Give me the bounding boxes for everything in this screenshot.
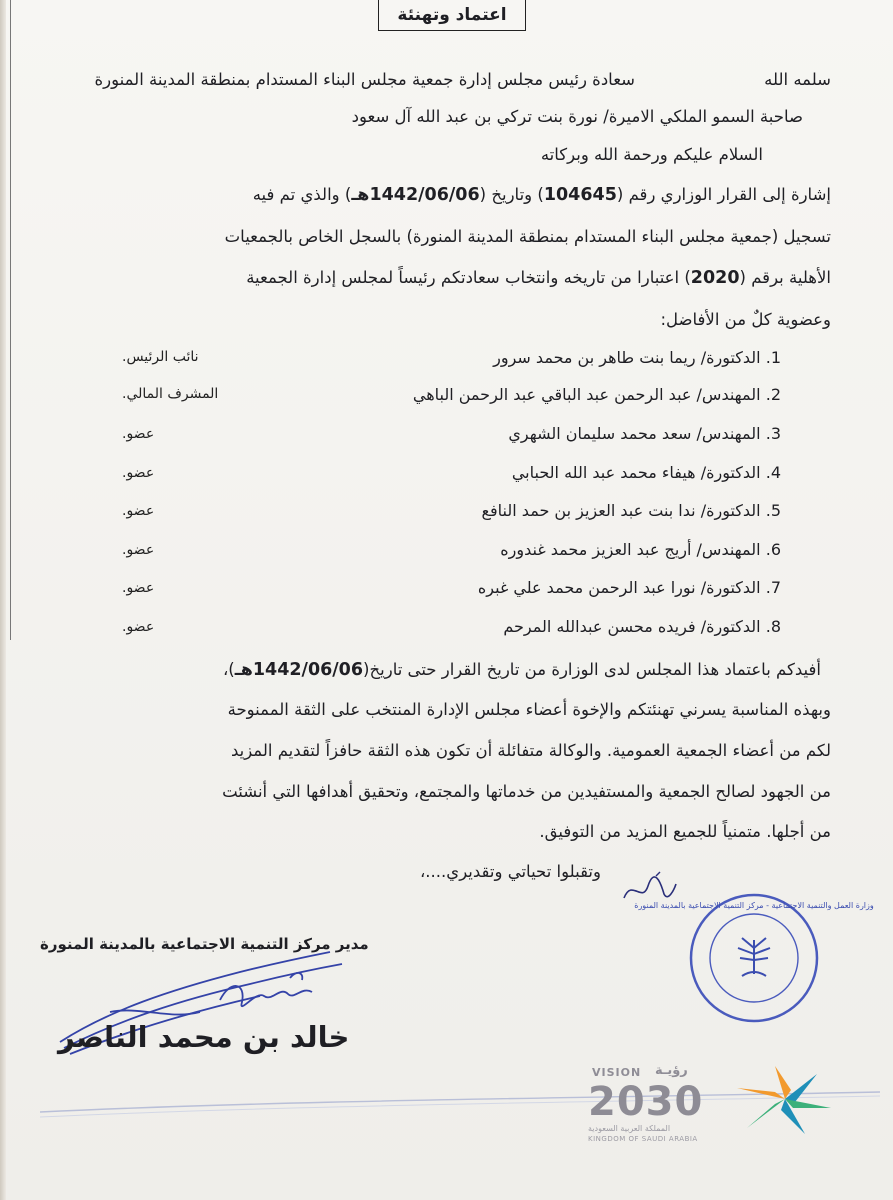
addressee-line-2: صاحبة السمو الملكي الاميرة/ نورة بنت تركي بن عبد الله آل سعود (351, 107, 803, 126)
member-number: 7. (765, 578, 781, 597)
closing-text: أفيدكم باعتماد هذا المجلس لدى الوزارة من تاريخ القرار حتى تاريخ( (363, 660, 821, 679)
closing-line-5: من أجلها. متمنياً للجميع المزيد من التوفيق. (539, 822, 831, 841)
member-row (500, 540, 781, 559)
vision-arabic: رؤيـة (655, 1063, 688, 1078)
member-row (493, 348, 781, 367)
member-row (413, 385, 781, 404)
ministry-logo-icon (735, 1062, 835, 1136)
member-name: المهندس/ سعد محمد سليمان الشهري (508, 424, 761, 443)
body-line-1 (253, 185, 831, 205)
greeting: السلام عليكم ورحمة الله وبركاته (540, 145, 763, 164)
vision-subtitle-ar: المملكة العربية السعودية (588, 1124, 671, 1133)
member-role: عضو. (122, 503, 155, 519)
member-number: 1. (765, 348, 781, 367)
member-name: الدكتورة/ ندا بنت عبد العزيز بن حمد النافع (481, 501, 761, 520)
member-name: الدكتورة/ ريما بنت طاهر بن محمد سرور (493, 348, 761, 367)
closing-line-3: لكم من أعضاء الجمعية العمومية. والوكالة متفائلة أن تكون هذه الثقة حافزاً لتقديم المزيد (230, 741, 831, 760)
member-role: عضو. (122, 542, 155, 558)
member-role: نائب الرئيس. (122, 349, 199, 365)
member-role: عضو. (122, 580, 155, 596)
member-name: الدكتورة/ هيفاء محمد عبد الله الحبابي (511, 463, 761, 482)
body-line-4: وعضوية كلٌ من الأفاضل: (660, 310, 831, 329)
registration-number: 2020 (690, 268, 740, 288)
closing-line-1 (223, 660, 821, 680)
page-edge-shadow (0, 0, 6, 1200)
page-edge-line (10, 0, 11, 640)
member-role: المشرف المالي. (122, 386, 219, 402)
closing-line-2: وبهذه المناسبة يسرني تهنئتكم والإخوة أعضاء مجلس الإدارة المنتخب على الثقة الممنوحة (227, 700, 831, 719)
closing-text: )، (222, 660, 235, 679)
member-number: 2. (765, 385, 781, 404)
member-role: عضو. (122, 426, 155, 442)
member-number: 3. (765, 424, 781, 443)
body-line-3 (246, 268, 831, 288)
regards-line: وتقبلوا تحياتي وتقديري....، (419, 862, 601, 881)
closing-line-4: من الجهود لصالح الجمعية والمستفيدين من خدماتها والمجتمع، وتحقيق أهدافها التي أنشئت (222, 782, 831, 801)
decision-date: 1442/06/06هـ (351, 185, 480, 205)
member-name: المهندس/ عبد الرحمن عبد الباقي عبد الرحمن الباهي (412, 385, 761, 404)
body-text: ) والذي تم فيه (252, 185, 352, 204)
body-line-2: تسجيل (جمعية مجلس البناء المستدام بمنطقة المدينة المنورة) بالسجل الخاص بالجمعيات (224, 227, 831, 246)
member-name: الدكتورة/ نورا عبد الرحمن محمد علي غبره (477, 578, 761, 597)
member-number: 8. (765, 617, 781, 636)
addressee-line-1: سعادة رئيس مجلس إدارة جمعية مجلس البناء المستدام بمنطقة المدينة المنورة (94, 70, 635, 89)
honorific: سلمه الله (764, 70, 831, 89)
member-number: 6. (765, 540, 781, 559)
member-row (512, 463, 781, 482)
body-text: إشارة إلى القرار الوزاري رقم ( (616, 185, 831, 204)
member-role: عضو. (122, 619, 155, 635)
member-number: 4. (765, 463, 781, 482)
member-row (478, 578, 781, 597)
member-row (503, 617, 781, 636)
signatory-name: خالد بن محمد الناصر (58, 1020, 350, 1054)
document-title: اعتماد وتهنئة (378, 0, 526, 31)
stamp-text: وزارة العمل والتنمية الاجتماعية - مركز التنمية الاجتماعية بالمدينة المنورة (634, 901, 874, 910)
signatory-title: مدير مركز التنمية الاجتماعية بالمدينة المنورة (40, 935, 369, 953)
member-name: المهندس/ أريج عبد العزيز محمد غندوره (500, 540, 761, 559)
member-name: الدكتورة/ فريده محسن عبدالله المرحم (503, 617, 761, 636)
member-number: 5. (765, 501, 781, 520)
member-row (508, 424, 781, 443)
body-text: ) وتاريخ ( (479, 185, 544, 204)
body-text: الأهلية برقم ( (739, 268, 831, 287)
body-text: ) اعتبارا من تاريخه وانتخاب سعادتكم رئيساً لمجلس إدارة الجمعية (246, 268, 691, 287)
vision-word: VISION (592, 1066, 642, 1079)
approval-end-date: 1442/06/06هـ (234, 660, 364, 680)
vision-subtitle-en: KINGDOM OF SAUDI ARABIA (588, 1135, 698, 1143)
official-stamp (634, 890, 874, 1026)
member-role: عضو. (122, 465, 155, 481)
decision-number: 104645 (543, 185, 617, 205)
member-row (482, 501, 781, 520)
vision-year: 2030 (588, 1079, 704, 1125)
